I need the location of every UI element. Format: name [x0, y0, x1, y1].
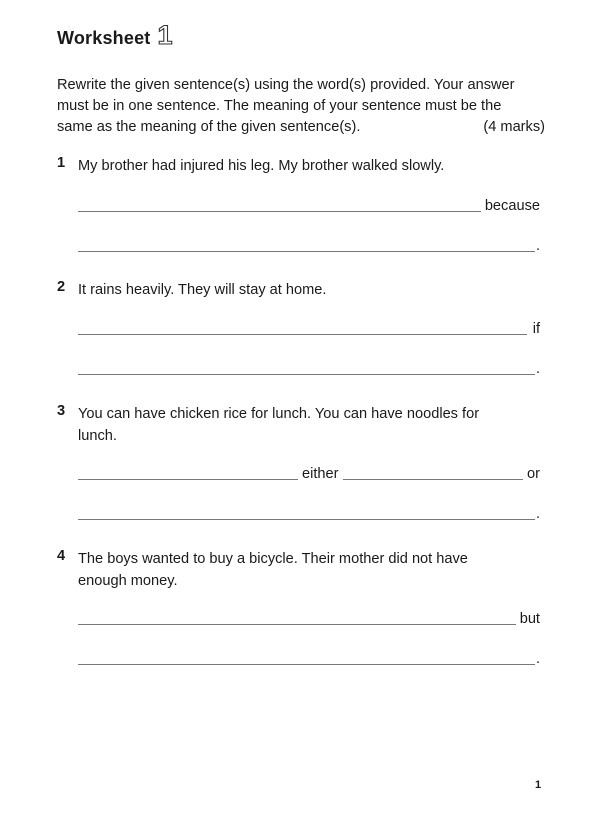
question-4-line-1: The boys wanted to buy a bicycle. Their mother did not have	[78, 551, 468, 567]
question-2-number: 2	[57, 279, 66, 295]
full-stop: .	[535, 506, 540, 522]
instructions-line-3: same as the meaning of the given sentence(s).	[57, 119, 361, 135]
question-1-line-1: My brother had injured his leg. My brother walked slowly.	[78, 158, 445, 174]
instructions-line-3-row	[57, 117, 545, 138]
question-1-answer-line-1	[78, 196, 540, 216]
instructions-line-2: must be in one sentence. The meaning of your sentence must be the	[57, 98, 502, 114]
question-2-answer-line-1	[78, 319, 540, 339]
question-4-answer-line-2	[78, 649, 540, 669]
answer-blank[interactable]	[78, 519, 535, 520]
answer-blank[interactable]	[78, 479, 298, 480]
instructions	[57, 75, 545, 138]
title-number: 1	[157, 20, 173, 50]
question-3-text	[78, 403, 540, 447]
question-4-connector: but	[519, 611, 540, 627]
question-1-text	[78, 155, 540, 177]
answer-blank[interactable]	[343, 479, 524, 480]
instructions-line-1: Rewrite the given sentence(s) using the word(s) provided. Your answer	[57, 77, 515, 93]
question-3-line-2: lunch.	[78, 428, 117, 444]
question-1-connector: because	[484, 198, 540, 214]
question-3-line-1: You can have chicken rice for lunch. You can have noodles for	[78, 406, 480, 422]
answer-blank[interactable]	[78, 251, 535, 252]
question-1-number: 1	[57, 155, 66, 171]
full-stop: .	[535, 651, 540, 667]
question-2-connector: if	[532, 321, 540, 337]
full-stop: .	[535, 238, 540, 254]
answer-blank[interactable]	[78, 211, 481, 212]
question-4-line-2: enough money.	[78, 573, 178, 589]
answer-blank[interactable]	[78, 374, 535, 375]
question-2-text	[78, 279, 540, 301]
answer-blank[interactable]	[78, 664, 535, 665]
question-1-answer-line-2	[78, 236, 540, 256]
title-word: Worksheet	[57, 28, 151, 48]
question-3-connector-1: either	[302, 466, 339, 482]
question-4-answer-line-1	[78, 609, 540, 629]
question-3-answer-line-1	[78, 464, 540, 484]
question-4-text	[78, 548, 540, 592]
question-4-number: 4	[57, 548, 66, 564]
answer-blank[interactable]	[78, 334, 527, 335]
answer-blank[interactable]	[78, 624, 516, 625]
marks-label: (4 marks)	[483, 119, 545, 135]
question-3-number: 3	[57, 403, 66, 419]
question-3-answer-line-2	[78, 504, 540, 524]
question-2-line-1: It rains heavily. They will stay at home.	[78, 282, 327, 298]
question-3-connector-2: or	[527, 466, 540, 482]
page-number: 1	[535, 779, 542, 791]
worksheet-title	[57, 22, 173, 49]
question-2-answer-line-2	[78, 359, 540, 379]
full-stop: .	[535, 361, 540, 377]
